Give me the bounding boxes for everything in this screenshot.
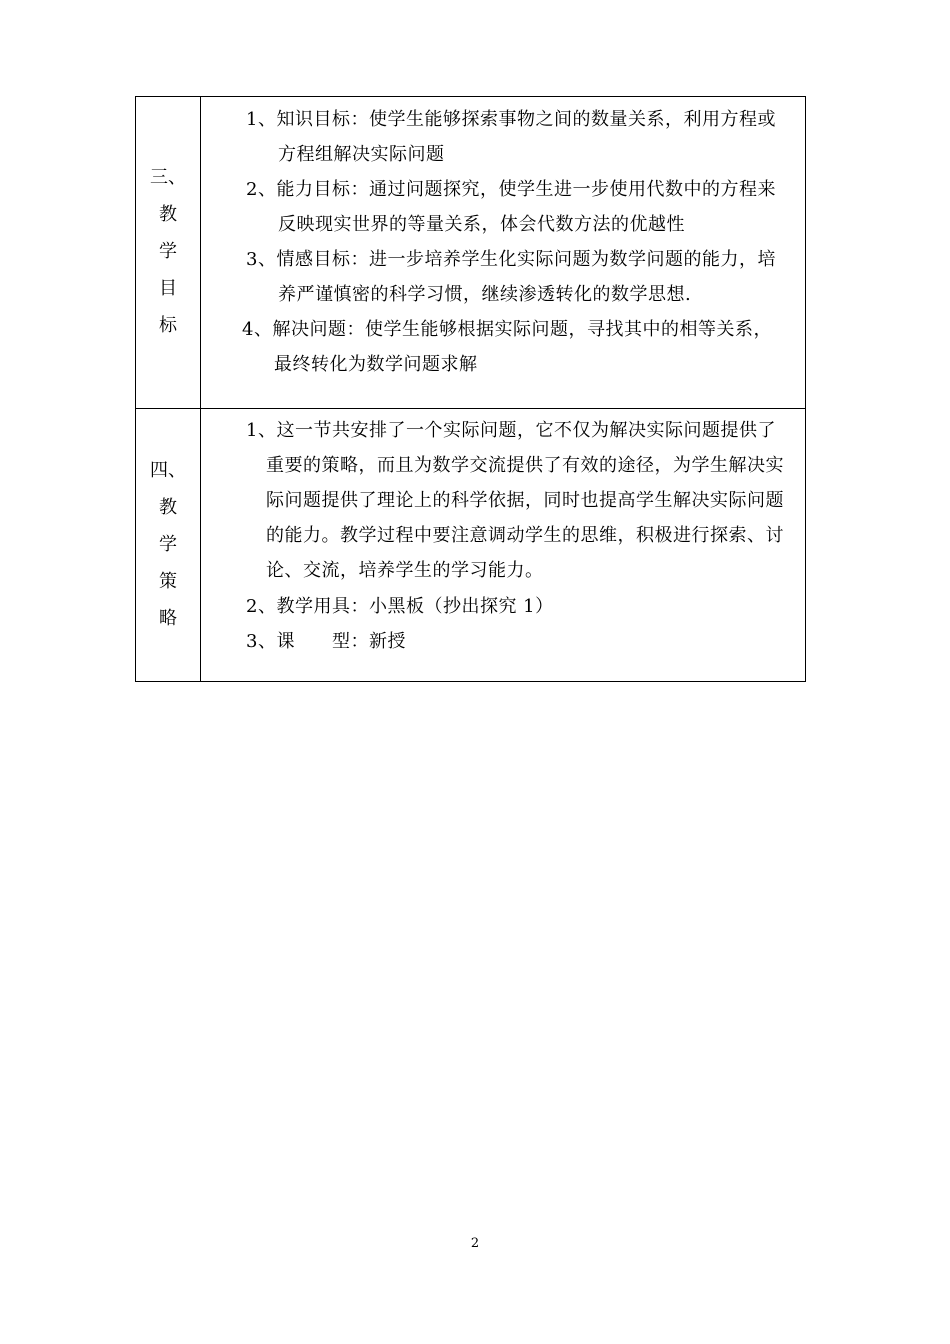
lesson-plan-table (135, 96, 806, 682)
label-char: 学 (159, 534, 177, 555)
list-item (246, 624, 406, 659)
list-item (246, 102, 776, 172)
label-char: 三、 (150, 167, 186, 188)
item-line: 2、教学用具：小黑板（抄出探究 1） (246, 596, 554, 617)
label-char: 目 (159, 278, 177, 299)
item-line: 的能力。教学过程中要注意调动学生的思维，积极进行探索、讨 (266, 525, 784, 546)
item-line: 反映现实世界的等量关系，体会代数方法的优越性 (278, 214, 685, 235)
section-label-objectives (136, 97, 201, 409)
section-label-text (136, 159, 200, 344)
label-char: 教 (159, 204, 177, 225)
label-char: 四、 (150, 460, 186, 481)
label-char: 策 (159, 571, 177, 592)
label-char: 教 (159, 497, 177, 518)
section-label-text (136, 452, 200, 637)
list-item (246, 242, 776, 312)
item-line: 3、情感目标：进一步培养学生化实际问题为数学问题的能力，培 (246, 249, 776, 270)
list-item (242, 312, 772, 382)
page-number: 2 (470, 1236, 480, 1251)
label-char: 学 (159, 241, 177, 262)
item-line: 3、课 型：新授 (246, 631, 406, 652)
item-line: 最终转化为数学问题求解 (274, 354, 478, 375)
table-row (136, 409, 806, 682)
item-line: 1、这一节共安排了一个实际问题，它不仅为解决实际问题提供了 (246, 420, 776, 441)
list-item (246, 172, 776, 242)
list-item (246, 413, 784, 588)
item-line: 论、交流，培养学生的学习能力。 (266, 560, 544, 581)
section-label-strategy (136, 409, 201, 682)
table-row (136, 97, 806, 409)
list-item (246, 589, 554, 624)
label-char: 略 (159, 608, 177, 629)
item-line: 际问题提供了理论上的科学依据，同时也提高学生解决实际问题 (266, 490, 784, 511)
item-line: 方程组解决实际问题 (278, 144, 445, 165)
section-content-objectives (201, 97, 806, 409)
item-line: 1、知识目标：使学生能够探索事物之间的数量关系，利用方程或 (246, 109, 776, 130)
label-char: 标 (159, 315, 177, 336)
item-line: 4、解决问题：使学生能够根据实际问题，寻找其中的相等关系， (242, 319, 772, 340)
item-line: 养严谨慎密的科学习惯，继续渗透转化的数学思想. (278, 284, 692, 305)
item-line: 重要的策略，而且为数学交流提供了有效的途径，为学生解决实 (266, 455, 784, 476)
section-content-strategy (201, 409, 806, 682)
item-line: 2、能力目标：通过问题探究，使学生进一步使用代数中的方程来 (246, 179, 776, 200)
